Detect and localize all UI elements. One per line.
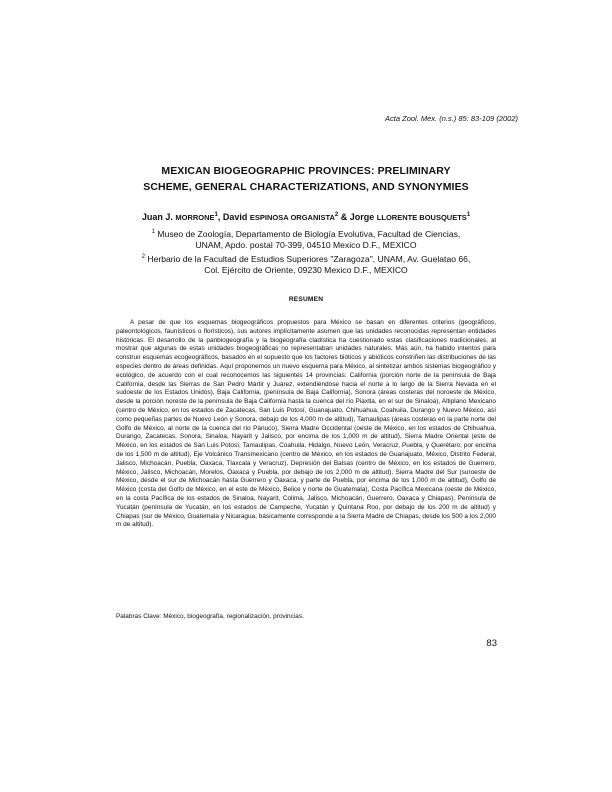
affiliation-line: Col. Ejército de Oriente, 09230 Mexico D.F., MEXICO <box>204 265 408 276</box>
title-line: SCHEME, GENERAL CHARACTERIZATIONS, AND SYNONYMIES <box>143 181 469 193</box>
keywords-label: Palabras Clave: <box>116 613 162 620</box>
page-number: 83 <box>486 638 497 649</box>
author-list <box>90 212 522 222</box>
author <box>350 212 470 222</box>
author-affiliation-mark: 2 <box>334 212 339 218</box>
author-last-name: MORRONE <box>175 213 215 222</box>
author-separator: & <box>338 212 350 222</box>
author <box>223 212 350 222</box>
author-last-name: ESPINOSA ORGANISTA <box>249 213 335 222</box>
author-first-name: Jorge <box>349 212 377 222</box>
keywords-text: México, biogeografía, regionalización, provincias. <box>161 613 304 620</box>
journal-citation: Acta Zool. Mex. (n.s.) 85: 83-109 (2002) <box>385 114 518 123</box>
author <box>142 212 223 222</box>
affiliation-line <box>90 252 522 265</box>
paper-title <box>90 163 522 195</box>
affiliation-text: Museo de Zoología, Departamento de Biología Evolutiva, Facultad de Ciencias, <box>157 228 461 239</box>
abstract-heading: RESUMEN <box>288 296 324 303</box>
author-separator: , <box>217 212 223 222</box>
keywords <box>116 613 496 622</box>
author-first-name: David <box>222 212 250 222</box>
author-affiliation-mark: 1 <box>214 212 218 218</box>
affiliation-line: UNAM, Apdo. postal 70-399, 04510 Mexico D.F., MEXICO <box>195 240 417 251</box>
affiliation-mark: 2 <box>141 253 145 260</box>
affiliations <box>90 227 522 277</box>
author-last-name: LLORENTE BOUSQUETS <box>376 213 467 222</box>
author-affiliation-mark: 1 <box>466 212 471 218</box>
author-first-name: Juan J. <box>141 212 176 222</box>
affiliation-line <box>90 227 522 240</box>
title-line: MEXICAN BIOGEOGRAPHIC PROVINCES: PRELIMINARY <box>161 165 451 177</box>
abstract-text: A pesar de que los esquemas biogeográficos propuestos para México se basan en diferentes criterios (geográficos, paleontológicos, faunísticos o florísticos), sus autores implícitamente asumen que las unidades reconocidas representan entidades históricas. El desarrollo de la panbiogeografía y la biogeografía cladística ha cuestionado estas clasificaciones tradicionales, al mostrar que algunas de estas unidades biogeográficas no representaban unidades naturales. Más aún, ha habido intentos para construir esquemas ecogeográficos, basados en el supuesto que los factores bióticos y abióticos constriñen las distribuciones de las especies dentro de áreas definidas. Aquí proponemos un nuevo esquema para México, al sintetizar ambos sistemas biogeográfico y ecológico, de acuerdo con el cual reconocemos las siguientes 14 provincias: California (porción norte de la península de Baja California, desde las Sierras de San Pedro Mártir y Juárez, extendiéndose hacia el norte a lo largo de la Sierra Nevada en el sudoeste de los Estados Unidos), Baja California, (península de Baja California), Sonora (áreas costeras del noroeste de México, desde la porción noreste de la península de Baja California hasta la cuenca del río Piaxtla, en el sur de Sinaloa), Altiplano Mexicano (centro de México, en los estados de Zacatecas, San Luis Potosí, Guanajuato, Chihuahua, Coahuila, Durango y Nuevo México, así como pequeñas partes de Nuevo León y Sonora, debajo de los 4,000 m de altitud), Tamaulipas (áreas costeras en la parte norte del Golfo de México, al norte de la cuenca del río Pánuco), Sierra Madre Occidental (oeste de México, en los estados de Chihuahua, Durango, Zacatecas, Sonora, Sinaloa, Nayarit y Jalisco, por encima de los 1,000 m de altitud), Sierra Madre Oriental (este de México, en los estados de San Luis Potosí, Tamaulipas, Coahuila, Hidalgo, Nuevo León, Veracruz, Puebla, y Querétaro, por encima de los 1,500 m de altitud), Eje Volcánico Transmexicano (centro de México, en los estados de Guanajuato, México, Distrito Federal, Jalisco, Michoacán, Puebla, Oaxaca, Tlaxcala y Veracruz), Depresión del Balsas (centro de México, en los estados de Guerrero, México, Jalisco, Michoacán, Morelos, Oaxaca y Puebla, por debajo de los 2,000 m de altitud), Sierra Madre del Sur (suroeste de México, desde el sur de Michoacán hasta Guerrero y Oaxaca, y parte de Puebla, por encima de los 1,000 m de altitud), Golfo de México (costa del Golfo de México, en el este de México, Belice y norte de Guatemala), Costa Pacífica Mexicana (oeste de México, en la costa Pacífica de los estados de Sinaloa, Nayarit, Colima, Jalisco, Michoacán, Guerrero, Oaxaca y Chiapas), Península de Yucatán (península de Yucatán, en los estados de Campeche, Yucatán y Quintana Roo, por debajo de los 200 m de altitud) y Chiapas (sur de México, Guatemala y Nicaragua, básicamente corresponde a la Sierra Madre de Chiapas, desde los 500 a los 2,000 m de altitud). <box>116 319 496 529</box>
affiliation-mark: 1 <box>151 229 156 235</box>
affiliation-text: Herbario de la Facultad de Estudios Superiores "Zaragoza", UNAM, Av. Guelatao 66, <box>147 253 471 264</box>
